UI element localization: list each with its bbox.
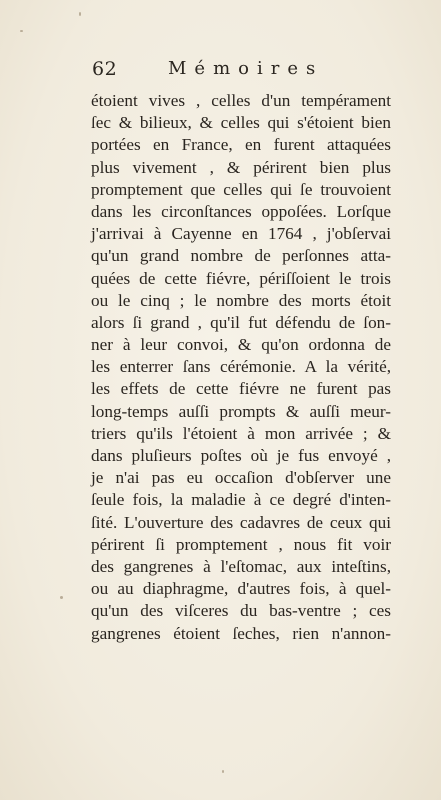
text-line: plus vivement , & périrent bien plus <box>91 157 391 177</box>
text-line: ſité. L'ouverture des cadavres de ceux qui <box>91 512 391 532</box>
text-line: alors ſi grand , qu'il fut défendu de ſon- <box>91 312 391 332</box>
paper-speck <box>60 596 63 599</box>
text-line: les enterrer ſans cérémonie. A la vérité, <box>91 357 391 377</box>
text-line: j'arrivai à Cayenne en 1764 , j'obſervai <box>91 224 391 244</box>
text-line: qu'un des viſceres du bas-ventre ; ces <box>91 601 391 621</box>
text-line: qu'un grand nombre de perſonnes atta- <box>91 246 391 266</box>
text-line: les effets de cette fiévre ne furent pas <box>91 379 391 399</box>
body-text <box>91 90 391 645</box>
paper-speck <box>79 12 81 16</box>
paper-speck <box>20 30 23 32</box>
text-line: gangrenes étoient ſeches, rien n'annon- <box>91 623 391 643</box>
running-head: Mémoires <box>168 58 324 79</box>
page-number: 62 <box>92 58 118 80</box>
text-line: triers qu'ils l'étoient à mon arrivée ; & <box>91 423 391 443</box>
text-line: portées en France, en furent attaquées <box>91 135 391 155</box>
text-line: ſec & bilieux, & celles qui s'étoient bien <box>91 113 391 133</box>
text-line: quées de cette fiévre, périſſoient le trois <box>91 268 391 288</box>
page-header <box>0 58 441 88</box>
text-line: long-temps auſſi prompts & auſſi meur- <box>91 401 391 421</box>
text-line: ner à leur convoi, & qu'on ordonna de <box>91 335 391 355</box>
text-line: je n'ai pas eu occaſion d'obſerver une <box>91 468 391 488</box>
text-line: ou au diaphragme, d'autres fois, à quel- <box>91 579 391 599</box>
text-line: étoient vives , celles d'un tempérament <box>91 91 391 110</box>
text-line: dans les circonſtances oppoſées. Lorſque <box>91 201 391 221</box>
text-line: périrent ſi promptement , nous fit voir <box>91 534 391 554</box>
text-line: ſeule fois, la maladie à ce degré d'inten- <box>91 490 391 510</box>
text-line: ou le cinq ; le nombre des morts étoit <box>91 290 391 310</box>
text-line: des gangrenes à l'eſtomac, aux inteſtins, <box>91 556 391 576</box>
paper-speck <box>222 770 224 773</box>
text-line: dans pluſieurs poſtes où je fus envoyé , <box>91 446 391 465</box>
text-line: promptement que celles qui ſe trouvoient <box>91 179 391 199</box>
